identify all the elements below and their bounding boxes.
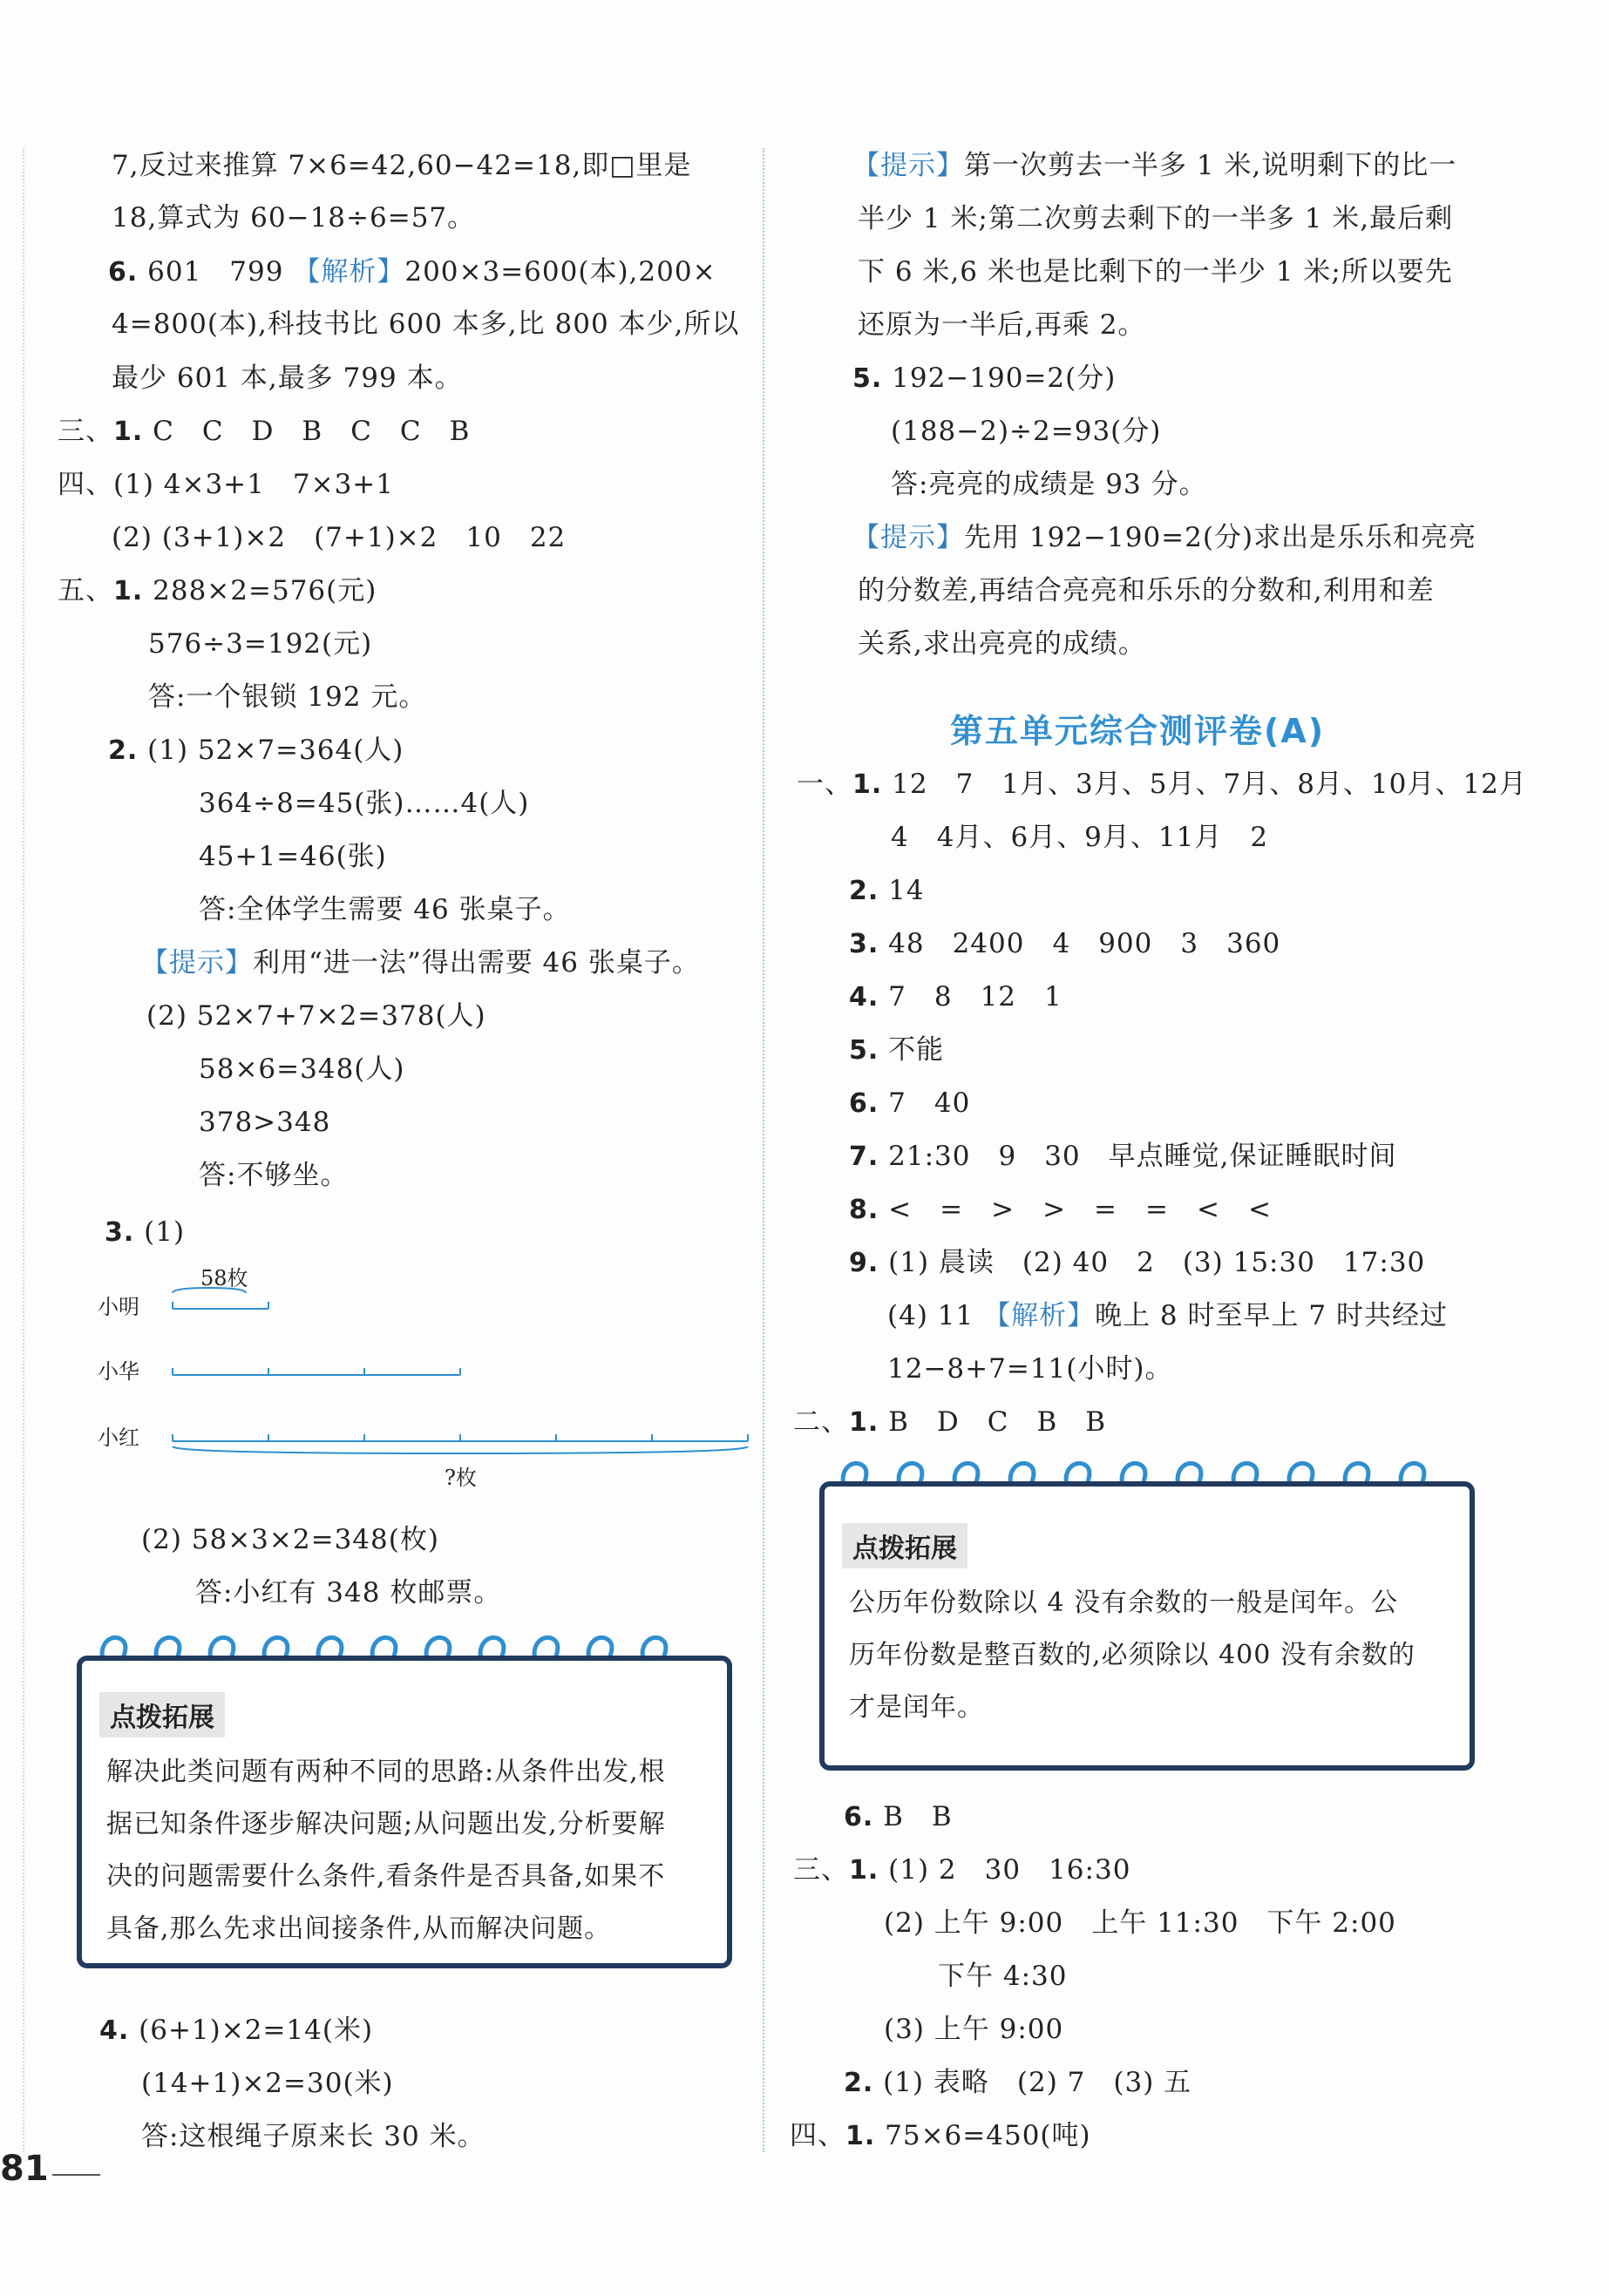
answer-line: (4) 11 bbox=[887, 1300, 974, 1331]
left-line-20: 答:不够坐。 bbox=[199, 1160, 349, 1191]
diagram-name-xiaohua: 小华 bbox=[98, 1359, 139, 1384]
q-number: 2. bbox=[849, 876, 879, 906]
right-line-s3-4: (3) 上午 9:00 bbox=[884, 2014, 1064, 2045]
tip-box-line-4: 具备,那么先求出间接条件,从而解决问题。 bbox=[106, 1913, 612, 1944]
section-label: 三、 bbox=[793, 1854, 849, 1886]
tip-box-line-2: 据已知条件逐步解决问题;从问题出发,分析要解 bbox=[106, 1809, 666, 1839]
left-q4 bbox=[99, 2013, 373, 2049]
right-a3 bbox=[849, 926, 1280, 962]
right-a1 bbox=[797, 767, 1527, 803]
section-label: 三、 bbox=[58, 416, 113, 447]
answer-line: 21:30 9 30 早点睡觉,保证睡眠时间 bbox=[888, 1141, 1397, 1172]
section-label: 四、 bbox=[790, 2120, 845, 2151]
left-margin-dotted-line bbox=[23, 148, 24, 2152]
right-section-4 bbox=[790, 2118, 1091, 2154]
brace-xiaoming bbox=[173, 1288, 246, 1293]
answer-line: 7 40 bbox=[888, 1087, 971, 1119]
page-number: 81 bbox=[0, 2149, 49, 2189]
tip-tag: 【提示】 bbox=[852, 150, 964, 181]
section-label: 二、 bbox=[793, 1406, 849, 1438]
brace-xiaohong bbox=[173, 1446, 748, 1453]
q-number: 6. bbox=[108, 257, 139, 288]
answer-line: (1) 52×7=364(人) bbox=[147, 735, 404, 766]
answer-line: (1) 2 30 16:30 bbox=[888, 1854, 1131, 1886]
answer-line: (1) 晨读 (2) 40 2 (3) 15:30 17:30 bbox=[888, 1247, 1426, 1278]
right-tip-2 bbox=[852, 520, 1477, 555]
section-label: 五、 bbox=[58, 575, 113, 606]
answer-line: 288×2=576(元) bbox=[153, 575, 377, 606]
left-line-17: (2) 52×7+7×2=378(人) bbox=[146, 1000, 486, 1032]
answer-line: (1) bbox=[144, 1216, 186, 1248]
left-line-22: (2) 58×3×2=348(枚) bbox=[141, 1524, 439, 1555]
right-a9-cont: 12−8+7=11(小时)。 bbox=[887, 1353, 1173, 1385]
tip-tag: 【提示】 bbox=[852, 522, 964, 553]
right-section-3 bbox=[793, 1852, 1130, 1888]
left-line-19: 378>348 bbox=[199, 1107, 331, 1138]
q-number: 4. bbox=[99, 2015, 130, 2046]
tip-box-title: 点拨拓展 bbox=[842, 1523, 967, 1568]
tip-text: 先用 192−190=2(分)求出是乐乐和亮亮 bbox=[964, 522, 1477, 553]
choice-answers: C C D B C C B bbox=[153, 416, 471, 447]
diagram-name-xiaohong: 小红 bbox=[98, 1426, 139, 1450]
q-number: 1. bbox=[849, 1407, 879, 1438]
answer-line: 不能 bbox=[888, 1034, 945, 1066]
q-number: 3. bbox=[849, 929, 879, 959]
q6-analysis: 200×3=600(本),200× bbox=[404, 256, 716, 288]
right-line-6: 答:亮亮的成绩是 93 分。 bbox=[891, 469, 1207, 500]
tip-box-line-2: 历年份数是整百数的,必须除以 400 没有余数的 bbox=[849, 1640, 1416, 1670]
tip-box-line-3: 才是闰年。 bbox=[849, 1692, 984, 1723]
right-a9 bbox=[849, 1245, 1425, 1281]
q-number: 9. bbox=[849, 1248, 879, 1278]
left-section-3 bbox=[58, 414, 470, 450]
right-q6-7 bbox=[844, 1799, 953, 1835]
section-label: 一、 bbox=[797, 769, 852, 800]
segment-diagram bbox=[87, 1255, 767, 1507]
right-q5 bbox=[852, 361, 1116, 396]
q-number: 1. bbox=[849, 1855, 879, 1886]
right-tip-1 bbox=[852, 148, 1456, 183]
left-tip-line bbox=[141, 945, 700, 980]
right-a1-cont: 4 4月、6月、9月、11月 2 bbox=[891, 822, 1269, 853]
right-line-s3-2: (2) 上午 9:00 上午 11:30 下午 2:00 bbox=[884, 1907, 1396, 1939]
tip-box-left bbox=[77, 1656, 732, 1968]
analysis-tag: 【解析】 bbox=[293, 256, 405, 288]
q-number: 4. bbox=[849, 982, 879, 1013]
left-line-15: 答:全体学生需要 46 张桌子。 bbox=[199, 894, 571, 925]
left-section-4-line1: 四、(1) 4×3+1 7×3+1 bbox=[58, 469, 395, 500]
q-number: 3. bbox=[105, 1217, 135, 1248]
left-line-11: 答:一个银锁 192 元。 bbox=[148, 681, 427, 713]
tip-box-title: 点拨拓展 bbox=[99, 1692, 225, 1737]
q-number: 1. bbox=[852, 769, 883, 800]
tip-box-line-1: 解决此类问题有两种不同的思路:从条件出发,根 bbox=[106, 1757, 666, 1787]
right-line-2: 下 6 米,6 米也是比剩下的一半少 1 米;所以要先 bbox=[858, 256, 1453, 288]
answer-line: (1) 表略 (2) 7 (3) 五 bbox=[883, 2067, 1192, 2098]
q-number: 5. bbox=[852, 363, 883, 394]
left-line-23: 答:小红有 348 枚邮票。 bbox=[195, 1577, 502, 1609]
answer-line: 48 2400 4 900 3 360 bbox=[888, 928, 1281, 959]
answer-line: 7 8 12 1 bbox=[888, 981, 1062, 1013]
q-number: 1. bbox=[845, 2121, 876, 2151]
page-number-dash bbox=[52, 2174, 100, 2176]
right-a2 bbox=[849, 873, 925, 909]
tip-box-line-3: 决的问题需要什么条件,看条件是否具备,如果不 bbox=[106, 1861, 666, 1892]
answer-line: (6+1)×2=14(米) bbox=[139, 2015, 374, 2046]
left-line-26: 答:这根绳子原来长 30 米。 bbox=[141, 2121, 485, 2152]
analysis-text: 晚上 8 时至早上 7 时共经过 bbox=[1095, 1300, 1448, 1331]
answer-line: 75×6=450(吨) bbox=[885, 2120, 1091, 2151]
q-number: 7. bbox=[849, 1141, 879, 1172]
choice-answers: B D C B B bbox=[888, 1406, 1107, 1438]
left-line-1: 7,反过来推算 7×6=42,60−42=18,即□里是 bbox=[112, 150, 692, 181]
section-title: 第五单元综合测评卷(A) bbox=[950, 712, 1326, 750]
q-number: 5. bbox=[849, 1035, 879, 1066]
left-line-18: 58×6=348(人) bbox=[199, 1053, 405, 1085]
left-line-14: 45+1=46(张) bbox=[199, 841, 387, 872]
tip-tag: 【提示】 bbox=[141, 947, 253, 979]
left-line-13: 364÷8=45(张)……4(人) bbox=[199, 788, 530, 819]
q-number: 2. bbox=[108, 735, 139, 766]
q-number: 6. bbox=[849, 1088, 879, 1119]
tip-box-line-1: 公历年份数除以 4 没有余数的一般是闰年。公 bbox=[849, 1588, 1399, 1618]
left-section-5 bbox=[58, 573, 377, 609]
q-number: 6. bbox=[844, 1802, 874, 1832]
left-q2 bbox=[108, 733, 404, 769]
right-a7 bbox=[849, 1139, 1397, 1175]
right-a4 bbox=[849, 979, 1062, 1015]
right-line-8: 的分数差,再结合亮亮和乐乐的分数和,利用和差 bbox=[858, 575, 1435, 606]
diagram-name-xiaoming: 小明 bbox=[98, 1295, 139, 1319]
right-a9-4 bbox=[887, 1298, 1448, 1333]
left-line-2: 18,算式为 60−18÷6=57。 bbox=[112, 202, 476, 234]
q-number: 1. bbox=[113, 417, 144, 447]
left-line-5: 最少 601 本,最多 799 本。 bbox=[112, 362, 463, 394]
right-a5 bbox=[849, 1033, 944, 1068]
answer-line: < = > > = = < < bbox=[888, 1194, 1272, 1225]
left-section-4-line2: (2) (3+1)×2 (7+1)×2 10 22 bbox=[112, 522, 567, 553]
right-line-1: 半少 1 米;第二次剪去剩下的一半多 1 米,最后剩 bbox=[858, 203, 1454, 234]
left-q6 bbox=[108, 254, 716, 290]
tip-text: 利用“进一法”得出需要 46 张桌子。 bbox=[253, 947, 700, 979]
tip-box-right bbox=[819, 1481, 1475, 1771]
right-line-9: 关系,求出亮亮的成绩。 bbox=[858, 628, 1146, 660]
diagram-label-top: 58枚 bbox=[200, 1266, 248, 1290]
right-line-3: 还原为一半后,再乘 2。 bbox=[858, 309, 1146, 341]
column-divider bbox=[763, 148, 764, 2152]
answer-line: 14 bbox=[888, 875, 925, 906]
answer-line: B B bbox=[883, 1801, 953, 1832]
q6-answer: 601 799 bbox=[147, 256, 284, 288]
left-line-4: 4=800(本),科技书比 600 本多,比 800 本少,所以 bbox=[112, 308, 740, 340]
right-s3-q2 bbox=[844, 2065, 1191, 2101]
q-number: 1. bbox=[113, 576, 144, 606]
answer-line: 12 7 1月、3月、5月、7月、8月、10月、12月 bbox=[892, 769, 1527, 800]
right-line-5: (188−2)÷2=93(分) bbox=[891, 416, 1162, 447]
left-q3 bbox=[105, 1215, 185, 1250]
q-number: 2. bbox=[844, 2068, 874, 2098]
right-section-2 bbox=[793, 1405, 1106, 1440]
analysis-tag: 【解析】 bbox=[983, 1300, 1096, 1331]
right-a6 bbox=[849, 1086, 970, 1121]
diagram-label-bottom: ?枚 bbox=[445, 1466, 477, 1490]
tip-text: 第一次剪去一半多 1 米,说明剩下的比一 bbox=[964, 150, 1457, 181]
diagram-segments bbox=[173, 1288, 748, 1453]
q-number: 8. bbox=[849, 1195, 879, 1225]
left-line-10: 576÷3=192(元) bbox=[148, 628, 373, 660]
right-line-s3-3: 下午 4:30 bbox=[938, 1961, 1068, 1992]
answer-line: 192−190=2(分) bbox=[892, 362, 1117, 394]
right-a8 bbox=[849, 1192, 1272, 1228]
left-line-25: (14+1)×2=30(米) bbox=[141, 2068, 394, 2099]
